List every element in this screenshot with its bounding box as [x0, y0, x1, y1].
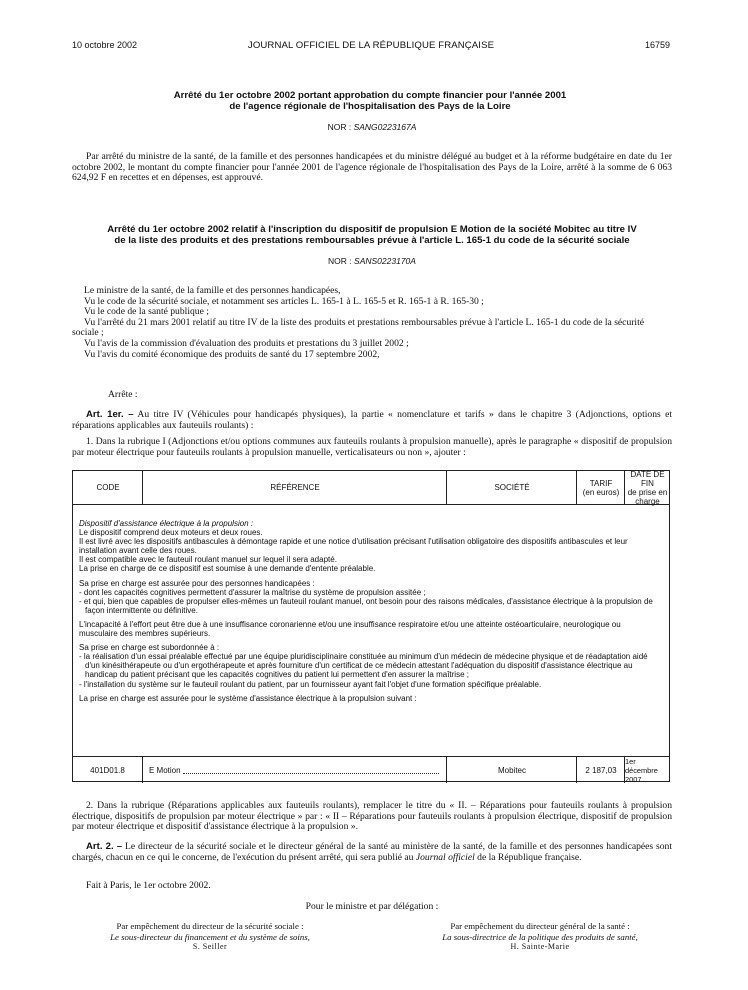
arrete2-title-line2: de la liste des produits et des prestations remboursables prévue à l'article L. 165-1 du code de la sécurité sociale [114, 235, 630, 246]
header-page-number: 16759 [644, 40, 670, 50]
tarif-unit: (en euros) [582, 487, 620, 497]
col-header-reference: RÉFÉRENCE [143, 471, 447, 505]
article-1 [72, 410, 672, 431]
visa-line: Vu l'avis du comité économique des produits de santé du 17 septembre 2002, [84, 348, 380, 360]
col-header-tarif [577, 471, 625, 505]
header-date: 10 octobre 2002 [72, 40, 138, 50]
delegation: Pour le ministre et par délégation : [305, 901, 439, 912]
visa-line: Vu l'avis de la commission d'évaluation des produits et prestations du 3 juillet 2002 ; [84, 337, 409, 349]
cell-code: 401D01.8 [90, 765, 125, 775]
arrete1-title-line1: Arrêté du 1er octobre 2002 portant approbation du compte financier pour l'année 2001 [173, 90, 567, 101]
cell-reference [149, 757, 441, 783]
desc-line: Le dispositif comprend deux moteurs et deux roues. [79, 528, 263, 538]
signature-right-line1: Par empêchement du directeur général de la santé : [450, 921, 630, 931]
signature-right-name: H. Sainte-Marie [510, 942, 570, 951]
visa-line: Vu l'arrêté du 21 mars 2001 relatif au titre IV de la liste des produits et prestations remboursables prévue à l'article L. 165-1 du code de la sécurité sociale ; [72, 316, 645, 339]
cell-societe: Mobitec [497, 765, 526, 775]
desc-line: Il est livré avec les dispositifs antibascules à démontage rapide et une notice d'utilisation précisant l'utilisation obligatoire des dispositifs antibascules et leur installation avant celle des roues. [79, 537, 628, 556]
col-header-code: CODE [73, 471, 143, 505]
col-divider [624, 471, 625, 505]
item-1: 1. Dans la rubrique I (Adjonctions et/ou options communes aux fauteuils roulants à propulsion manuelle), après le paragraphe « dispositif de propulsion par moteur électrique pour fauteuils roulants à propulsion manuelle, verticalisateurs ou non », ajouter : [72, 436, 672, 458]
col-divider [446, 471, 447, 505]
article-1-text: Au titre IV (Véhicules pour handicapés physiques), la partie « nomenclature et tarifs » dans le chapitre 3 (Adjonctions, options et réparations applicables aux fauteuils roulants) : [72, 409, 672, 431]
article-2 [72, 842, 672, 863]
arrete1-body: Par arrêté du ministre de la santé, de la famille et des personnes handicapées et du ministre délégué au budget et à la réforme budgétaire en date du 1er octobre 2002, le montant du compte financier pour l'année 2001 de l'agence régionale de l'hospitalisation des Pays de la Loire, arrêté à la somme de 6 063 624,92 F en recettes et en dépenses, est approuvé. [72, 151, 672, 183]
signature-left-name: S. Seiller [192, 942, 228, 951]
arrete2-title-line1: Arrêté du 1er octobre 2002 relatif à l'inscription du dispositif de propulsion E Motion de la société Mobitec au titre IV [107, 224, 637, 235]
arrete1-nor-code: SANG0223167A [353, 122, 417, 132]
article-1-label: Art. 1er. – [86, 409, 134, 420]
incapacity-text: L'incapacité à l'effort peut être due à une insuffisance coronarienne et/ou une insuffisance respiratoire et/ou une atteinte ostéoarticulaire, neurologique ou musculaire des membres supérieurs. [79, 619, 621, 639]
desc-title: Dispositif d'assistance électrique à la propulsion : [79, 519, 254, 528]
col-divider [142, 757, 143, 783]
tarif-label: TARIF [589, 478, 613, 488]
signature-left-line2: Le sous-directeur du financement et du système de soins, [110, 931, 310, 942]
header-journal-title: JOURNAL OFFICIEL DE LA RÉPUBLIQUE FRANÇAISE [247, 40, 495, 51]
signature-right-line2: La sous-directrice de la politique des produits de santé, [442, 931, 638, 942]
dotted-leader [183, 765, 439, 774]
system-line: La prise en charge est assurée pour le système d'assistance électrique à la propulsion suivant : [79, 693, 417, 703]
cell-date-fin: 1er décembre 2007 [625, 756, 658, 784]
date-fin-sub: de prise en charge [627, 487, 668, 506]
arrete2-nor-code: SANS0223170A [354, 256, 416, 266]
item-2: 2. Dans la rubrique (Réparations applicables aux fauteuils roulants), remplacer le titre du « II. – Réparations pour fauteuils roulants à propulsion électrique, dispositifs de propulsion par moteur électrique » par : « II – Réparations pour fauteuils roulants à propulsion électrique, dispositif de propulsion par moteur électrique et dispositif d'assistance électrique à la propulsion ». [72, 800, 672, 832]
arrete1-title [80, 90, 660, 112]
desc-line: La prise en charge de ce dispositif est soumise à une demande d'entente préalable. [79, 564, 376, 574]
table-description [79, 519, 659, 703]
assured-item: - dont les capacités cognitives permettent d'assurer la maîtrise du système de propulsion assitée ; [79, 587, 426, 597]
signature-right [390, 921, 690, 953]
visa-line: Vu le code de la sécurité sociale, et notamment ses articles L. 165-1 à L. 165-5 et R. 165-1 à R. 165-30 ; [84, 295, 484, 307]
arrete2-title [72, 224, 672, 246]
condition-item: - l'installation du système sur le fauteuil roulant du patient, par un fournisseur ayant fait l'objet d'une formation spécifique préalable. [79, 679, 542, 689]
col-header-societe: SOCIÉTÉ [447, 471, 577, 505]
article-2-end: de la République française. [477, 851, 582, 863]
col-header-date-fin [625, 471, 670, 505]
arrete1-title-line2: de l'agence régionale de l'hospitalisation des Pays de la Loire [229, 101, 511, 112]
article-2-label: Art. 2. – [86, 841, 123, 852]
signature-left [60, 921, 360, 953]
visa-line: Le ministre de la santé, de la famille et des personnes handicapées, [84, 285, 341, 296]
arrete2-nor [72, 256, 672, 266]
visa-line: Vu le code de la santé publique ; [84, 306, 209, 318]
nomenclature-table [72, 470, 670, 782]
assured-item: - et qui, bien que capables de propulser elles-mêmes un fauteuil roulant manuel, ont besoin pour des raisons médicales, d'assistance électrique à la propulsion de façon intermittente ou définitive. [79, 596, 653, 615]
arrete-word: Arrête : [108, 389, 138, 400]
article-2-journal: Journal officiel [415, 851, 475, 863]
done-at: Fait à Paris, le 1er octobre 2002. [86, 880, 211, 891]
reference-value: E Motion [149, 765, 181, 775]
article-2-text: Le directeur de la sécurité sociale et le directeur général de la santé au ministère de la santé, de la famille et des personnes handicapées sont chargés, chacun en ce qui le concerne, de l'exécution du présent arrêté, qui sera publié au [72, 841, 672, 863]
arrete1-nor [72, 122, 672, 132]
conditions-intro: Sa prise en charge est subordonnée à : [79, 643, 220, 653]
cell-tarif: 2 187,03 [585, 765, 617, 775]
arrete1-nor-label: NOR : [327, 122, 352, 132]
col-divider [576, 471, 577, 505]
arrete2-nor-label: NOR : [328, 256, 352, 266]
date-fin-label: DATE DE FIN [630, 469, 665, 488]
desc-line: Il est compatible avec le fauteuil roulant manuel sur lequel il sera adapté. [79, 555, 337, 565]
assured-intro: Sa prise en charge est assurée pour des personnes handicapées : [79, 578, 315, 588]
signature-left-line1: Par empêchement du directeur de la sécurité sociale : [116, 921, 304, 931]
col-divider [142, 471, 143, 505]
running-header [72, 40, 670, 54]
condition-item: - la réalisation d'un essai préalable effectué par une équipe pluridisciplinaire constituée au minimum d'un médecin de médecine physique et de réadaptation aidé d'un kinésithérapeute ou d'un ergothérapeute et après fourniture d'un certificat de ce médecin attestant l'adéquation du dispositif d'assistance électrique au handicap du patient précisant que les capacités cognitives du patient lui permettent d'en assurer la maîtrise ; [79, 652, 648, 680]
arrete2-visas [72, 286, 672, 360]
